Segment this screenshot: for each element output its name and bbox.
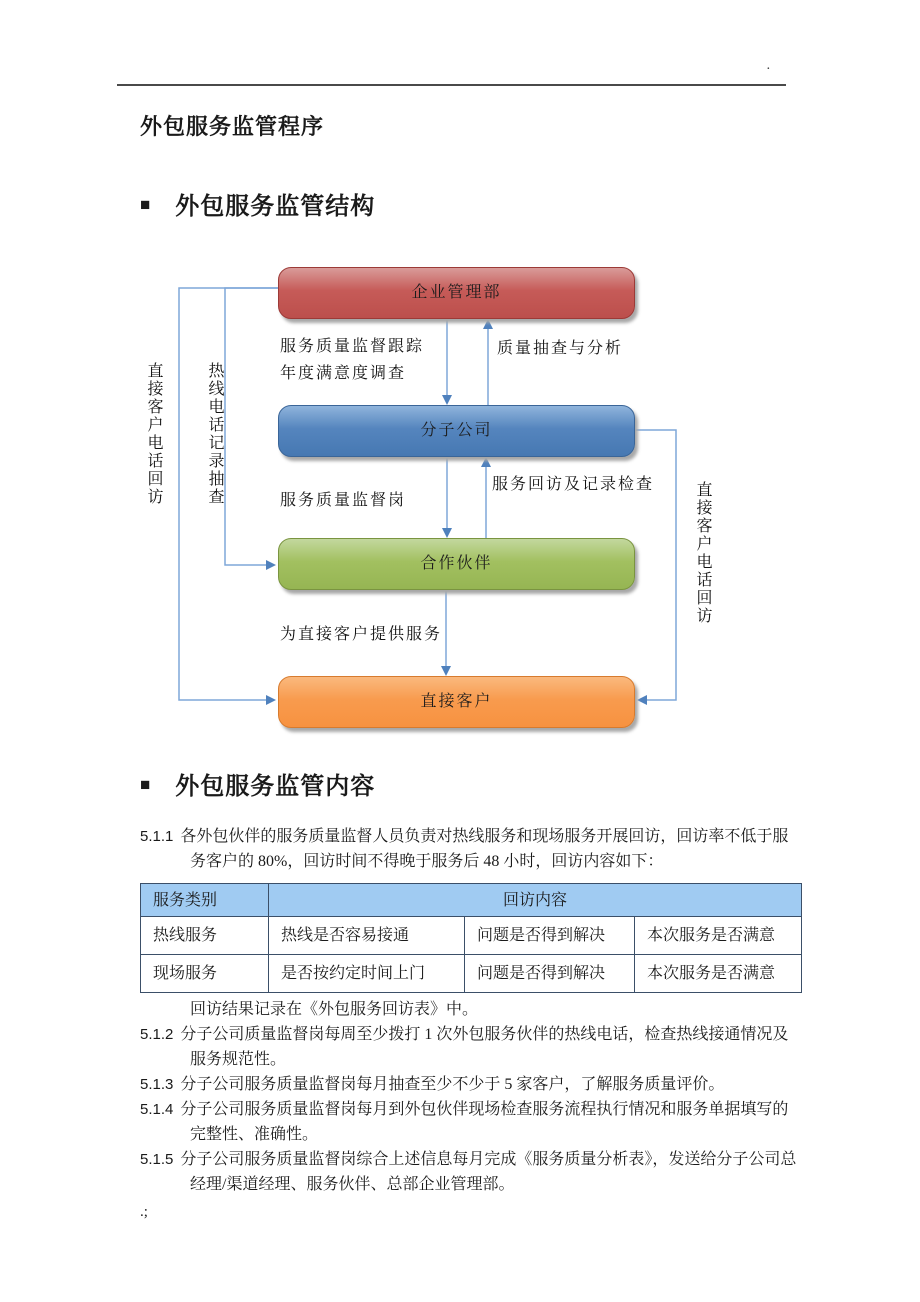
label-tracking: [280, 333, 424, 387]
table-row: [141, 917, 802, 955]
node-management: 企业管理部: [278, 267, 635, 319]
label-left-outer-vertical: 直接客户电话回访: [145, 362, 162, 506]
clause-number: 5.1.2: [140, 1026, 174, 1043]
edge-left-inner-bracket: [225, 288, 278, 565]
page-title: 外包服务监管程序: [140, 114, 325, 139]
table-header-row: [141, 884, 802, 917]
label-provide-service: 为直接客户提供服务: [280, 626, 443, 643]
section-heading-label: 外包服务监管内容: [175, 774, 376, 800]
table-row: [141, 955, 802, 993]
square-bullet-icon: ■: [140, 194, 152, 214]
cell-review-item: 热线是否容易接通: [269, 917, 465, 955]
section-heading-content: [140, 766, 375, 801]
clause-number: 5.1.3: [140, 1076, 174, 1093]
cell-review-item: 本次服务是否满意: [635, 917, 802, 955]
clause-text: 分子公司质量监督岗每周至少拨打 1 次外包服务伙伴的热线电话，检查热线接通情况及服务规范性。: [180, 1026, 789, 1068]
header-stray-dot: ·: [766, 62, 771, 77]
node-subsidiary: 分子公司: [278, 405, 635, 457]
clause-5-1-5: [140, 1147, 802, 1197]
clause-text: 分子公司服务质量监督岗每月到外包伙伴现场检查服务流程执行情况和服务单据填写的完整性、准确性。: [180, 1101, 789, 1143]
label-tracking-line2: 年度满意度调查: [280, 365, 407, 382]
supervision-structure-diagram: [0, 260, 920, 752]
section-heading-structure: [140, 186, 375, 221]
label-tracking-line1: 服务质量监督跟踪: [280, 338, 425, 355]
clause-5-1-2: [140, 1022, 802, 1072]
label-review-check: 服务回访及记录检查: [492, 476, 655, 493]
clause-number: 5.1.1: [140, 828, 174, 845]
node-partner: 合作伙伴: [278, 538, 635, 590]
clauses-section: [140, 824, 802, 1197]
note-review-record: 回访结果记录在《外包服务回访表》中。: [190, 1001, 479, 1018]
header-rule: [117, 84, 786, 86]
label-left-inner-vertical: 热线电话记录抽查: [206, 362, 223, 506]
label-right-vertical: 直接客户电话回访: [694, 481, 711, 625]
clause-5-1-3: [140, 1072, 802, 1097]
cell-service-type: 热线服务: [141, 917, 269, 955]
section-heading-label: 外包服务监管结构: [175, 194, 376, 220]
trailing-mark: .;: [140, 1204, 148, 1220]
clause-5-1-4: [140, 1097, 802, 1147]
cell-service-type: 现场服务: [141, 955, 269, 993]
header-cell-review-content: 回访内容: [269, 884, 802, 917]
label-quality-analysis: 质量抽查与分析: [497, 340, 624, 357]
clause-5-1-1: [140, 824, 802, 874]
node-customer: 直接客户: [278, 676, 635, 728]
edge-left-outer-bracket: [179, 288, 278, 700]
review-table: [140, 883, 802, 993]
header-cell-service-type: 服务类别: [141, 884, 269, 917]
cell-review-item: 本次服务是否满意: [635, 955, 802, 993]
clause-text: 分子公司服务质量监督岗综合上述信息每月完成《服务质量分析表》，发送给分子公司总经理/渠道经理、服务伙伴、总部企业管理部。: [180, 1151, 797, 1193]
square-bullet-icon: ■: [140, 774, 152, 794]
clause-text: 分子公司服务质量监督岗每月抽查至少不少于 5 家客户，了解服务质量评价。: [180, 1076, 725, 1093]
clause-number: 5.1.4: [140, 1101, 174, 1118]
cell-review-item: 问题是否得到解决: [465, 917, 635, 955]
clause-number: 5.1.5: [140, 1151, 174, 1168]
cell-review-item: 问题是否得到解决: [465, 955, 635, 993]
clause-text: 各外包伙伴的服务质量监督人员负责对热线服务和现场服务开展回访，回访率不低于服务客户的 80%，回访时间不得晚于服务后 48 小时，回访内容如下：: [180, 828, 789, 870]
cell-review-item: 是否按约定时间上门: [269, 955, 465, 993]
label-supervision-post: 服务质量监督岗: [280, 492, 407, 509]
